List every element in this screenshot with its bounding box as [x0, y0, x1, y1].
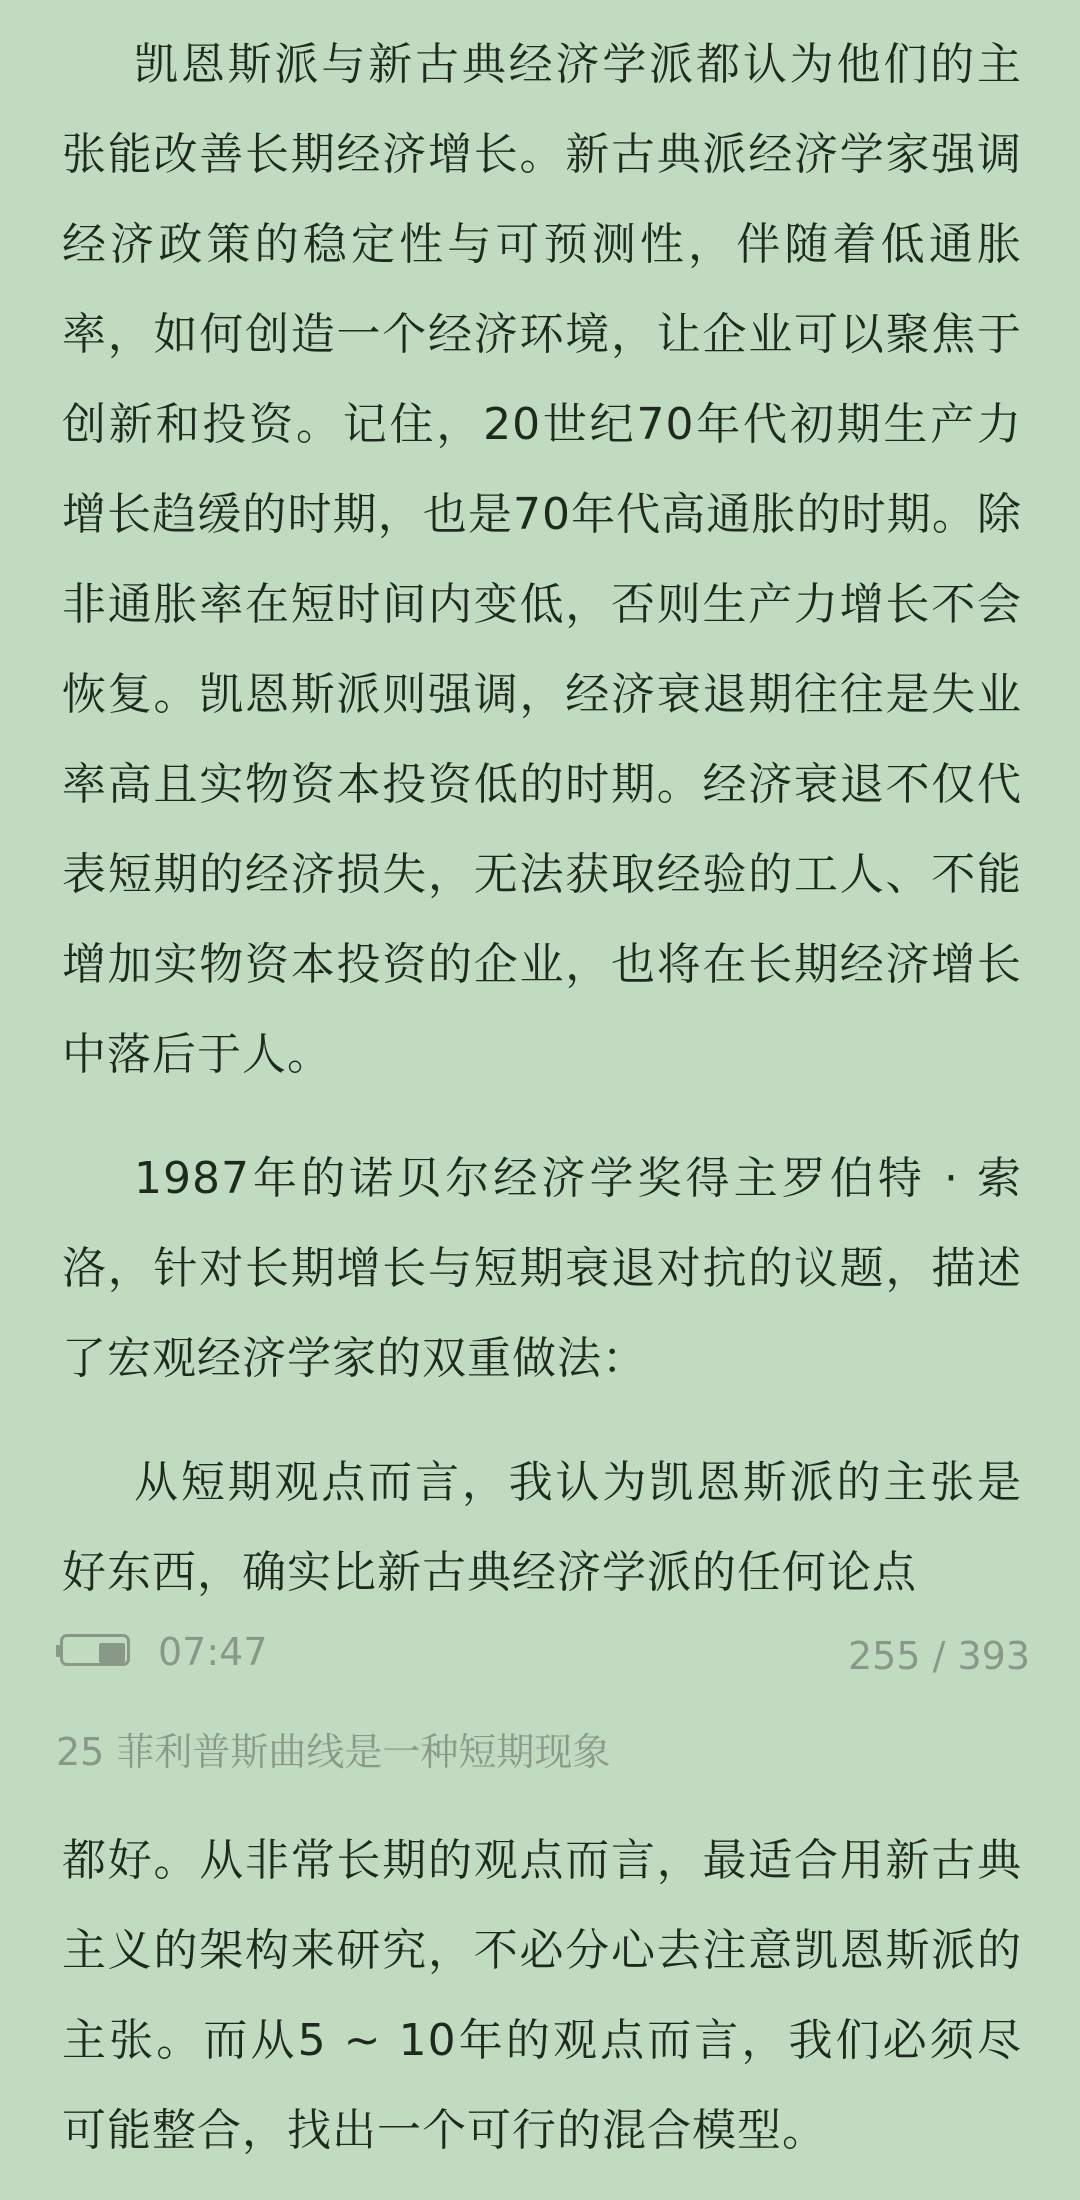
- paragraph: 从短期观点而言，我认为凯恩斯派的主张是好东西，确实比新古典经济学派的任何论点: [62, 1457, 1022, 1598]
- clock-time: 07:47: [158, 1630, 268, 1674]
- paragraph: 都好。从非常长期的观点而言，最适合用新古典主义的架构来研究，不必分心去注意凯恩斯派的主张。而从5 ~ 10年的观点而言，我们必须尽可能整合，找出一个可行的混合模型。: [62, 1835, 1022, 2156]
- paragraph-gap: [62, 1100, 1022, 1134]
- paragraph: 凯恩斯派与新古典经济学派都认为他们的主张能改善长期经济增长。新古典派经济学家强调经济政策的稳定性与可预测性，伴随着低通胀率，如何创造一个经济环境，让企业可以聚焦于创新和投资。记住，20世纪70年代初期生产力增长趋缓的时期，也是70年代高通胀的时期。除非通胀率在短时间内变低，否则生产力增长不会恢复。凯恩斯派则强调，经济衰退期往往是失业率高且实物资本投资低的时期。经济衰退不仅代表短期的经济损失，无法获取经验的工人、不能增加实物资本投资的企业，也将在长期经济增长中落后于人。: [62, 39, 1022, 1080]
- battery-icon: [56, 1634, 130, 1670]
- upper-page-content: [62, 20, 1022, 1618]
- chapter-title: 25 菲利普斯曲线是一种短期现象: [56, 1730, 611, 1774]
- reader-status-bar: [56, 1622, 1030, 1682]
- paragraph: 1987年的诺贝尔经济学奖得主罗伯特 · 索洛，针对长期增长与短期衰退对抗的议题，描述了宏观经济学家的双重做法：: [62, 1153, 1022, 1384]
- paragraph-gap: [62, 1404, 1022, 1438]
- battery-level-fill: [99, 1643, 125, 1663]
- battery-body: [60, 1634, 130, 1666]
- page-indicator: 255 / 393: [847, 1634, 1030, 1678]
- lower-page-content: [62, 1816, 1022, 2176]
